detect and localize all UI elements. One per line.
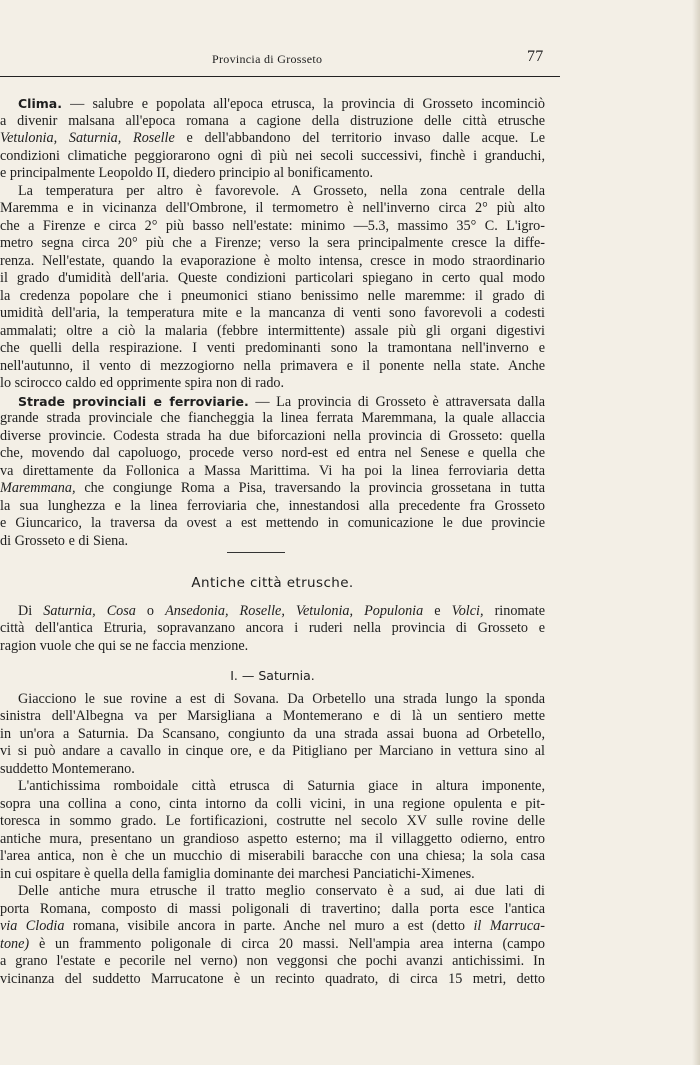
header-rule xyxy=(0,76,560,77)
text-line: in cui ospitare è quella della famiglia dominante dei marchesi Panciatichi-Ximenes. xyxy=(0,865,475,882)
page-number: 77 xyxy=(527,48,544,65)
text-line: che a Firenze e circa 2° più basso nell'estate: minimo —5.3, massimo 35° C. L'igro- xyxy=(0,217,545,234)
text-line: metro segna circa 20° più che a Firenze; verso la sera principalmente cresce la diffe- xyxy=(0,235,545,251)
section-title: Antiche città etrusche. xyxy=(191,575,354,591)
page-edge xyxy=(692,0,700,1065)
text-line: a grano l'estate e pecorile nel verno) non veggonsi che pochi avanzi antichissimi. In xyxy=(0,953,545,969)
clima-heading: Clima. xyxy=(18,96,62,111)
text-line: che, movendo dal capoluogo, procede verso nord-est ed entra nel Senese e quella che xyxy=(0,445,545,461)
text-line: la credenza popolare che i pneumonici stiano benissimo nelle maremme: il grado di xyxy=(0,287,545,304)
text-line: che quelli della respirazione. I venti predominanti sono la tramontana nell'inverno e xyxy=(0,340,545,356)
text-line: sinistra dell'Albegna va per Marsigliana a Montemerano e di là un sentiero mette xyxy=(0,708,545,724)
text-line: antiche mura, presentano un grandioso aspetto esterno; ma il villaggetto odierno, entro xyxy=(0,830,545,847)
text-line: renza. Nell'estate, quando la evaporazione è molto intensa, cresce in modo straordinario xyxy=(0,252,545,269)
text-line: Vetulonia, Saturnia, Roselle e dell'abbandono del territorio invaso dalle acque. Le xyxy=(0,130,545,146)
text-line: L'antichissima romboidale città etrusca di Saturnia giace in altura imponente, xyxy=(18,778,545,794)
text-line: vi si può andare a cavallo in cinque ore, e da Pitigliano per Marciano in vettura sino al xyxy=(0,743,545,759)
strade-line-1: Strade provinciali e ferroviarie. — La provincia di Grosseto è attraversata dalla xyxy=(18,393,545,410)
text-line: diverse provincie. Codesta strada ha due biforcazioni nella provincia di Grosseto: quella xyxy=(0,427,545,444)
text-line: il grado d'umidità dell'aria. Queste condizioni particolari spiegano in certo qual modo xyxy=(0,270,545,286)
text-line: sopra una collina a cono, cinta intorno da colli vicini, in una regione opulenta e pit- xyxy=(0,795,545,812)
text-line: condizioni climatiche peggiorarono ogni dì più nei secoli successivi, finchè i granduchi, xyxy=(0,147,545,164)
text-line: città dell'antica Etruria, sopravanzano ancora i ruderi nella provincia di Grosseto e xyxy=(0,620,545,636)
text-line: toresca in sommo grado. Le fortificazioni, costrutte nel secolo XV sulle rovine delle xyxy=(0,813,545,829)
text-line: va direttamente da Follonica a Massa Marittima. Vi ha poi la linea ferroviaria detta xyxy=(0,462,545,479)
text-line: nell'autunno, il vento di mezzogiorno nella primavera e il ponente nella state. Anche xyxy=(0,357,545,374)
text-line: Maremma e in vicinanza dell'Ombrone, il termometro è nell'inverno circa 2° più alto xyxy=(0,200,545,216)
text-line: La temperatura per altro è favorevole. A Grosseto, nella zona centrale della xyxy=(18,182,545,199)
subsection-title: I. — Saturnia. xyxy=(230,668,315,683)
section-divider xyxy=(227,552,285,553)
text-line: umidità dell'aria, la temperatura mite e la mancanza di venti sono favorevoli a codesti xyxy=(0,305,545,321)
text-line: tone) è un frammento poligonale di circa 20 massi. Nell'ampia area interna (campo xyxy=(0,935,545,952)
text-line: e Giuncarico, la traversa da ovest a est mettendo in comunicazione le due provincie xyxy=(0,515,545,531)
text-line: vicinanza del suddetto Marrucatone è un recinto quadrato, di circa 15 metri, detto xyxy=(0,970,545,987)
text-line: grande strada provinciale che fiancheggia la linea ferrata Maremmana, la quale allaccia xyxy=(0,410,545,426)
body-text xyxy=(0,95,545,988)
text-line: Di Saturnia, Cosa o Ansedonia, Roselle, Vetulonia, Populonia e Volci, rinomate xyxy=(18,602,545,619)
text-line: l'area antica, non è che un mucchio di miserabili baracche con una chiesa; la sola casa xyxy=(0,848,545,864)
text-line: Giacciono le sue rovine a est di Sovana. Da Orbetello una strada lungo la sponda xyxy=(18,690,545,707)
text-line: a divenir malsana all'epoca romana a cagione della distruzione delle città etrusche xyxy=(0,112,545,129)
text-line: via Clodia romana, visibile ancora in parte. Anche nel muro a est (detto il Marruca- xyxy=(0,918,545,934)
running-title: Provincia di Grosseto xyxy=(212,52,323,66)
strade-heading: Strade provinciali e ferroviarie. xyxy=(18,393,249,409)
clima-line-1: Clima. — salubre e popolata all'epoca etrusca, la provincia di Grosseto incominciò xyxy=(18,96,545,112)
text-line: ammalati; oltre a ciò la malaria (febbre intermittente) assale più gli organi digestivi xyxy=(0,322,545,339)
text-line: porta Romana, composto di massi poligonali di travertino; dalla porta esce l'antica xyxy=(0,900,545,917)
text-line: ragion vuole che qui se ne faccia menzione. xyxy=(0,637,249,654)
text-line: in un'ora a Saturnia. Da Scansano, congiunto da una strada assai buona ad Orbetello, xyxy=(0,725,545,742)
text-line: Delle antiche mura etrusche il tratto meglio conservato è a sud, ai due lati di xyxy=(18,883,545,899)
text-line: lo scirocco caldo ed opprimente spira non di rado. xyxy=(0,375,285,391)
text-line: la sua lunghezza e la linea ferroviaria che, innestandosi alla precedente fra Grosseto xyxy=(0,497,545,514)
text-line: di Grosseto e di Siena. xyxy=(0,532,129,549)
text-line: Maremmana, che congiunge Roma a Pisa, traversando la provincia grossetana in tutta xyxy=(0,480,545,496)
text-line: e principalmente Leopoldo II, diedero principio al bonificamento. xyxy=(0,165,374,181)
text-line: suddetto Montemerano. xyxy=(0,760,135,777)
